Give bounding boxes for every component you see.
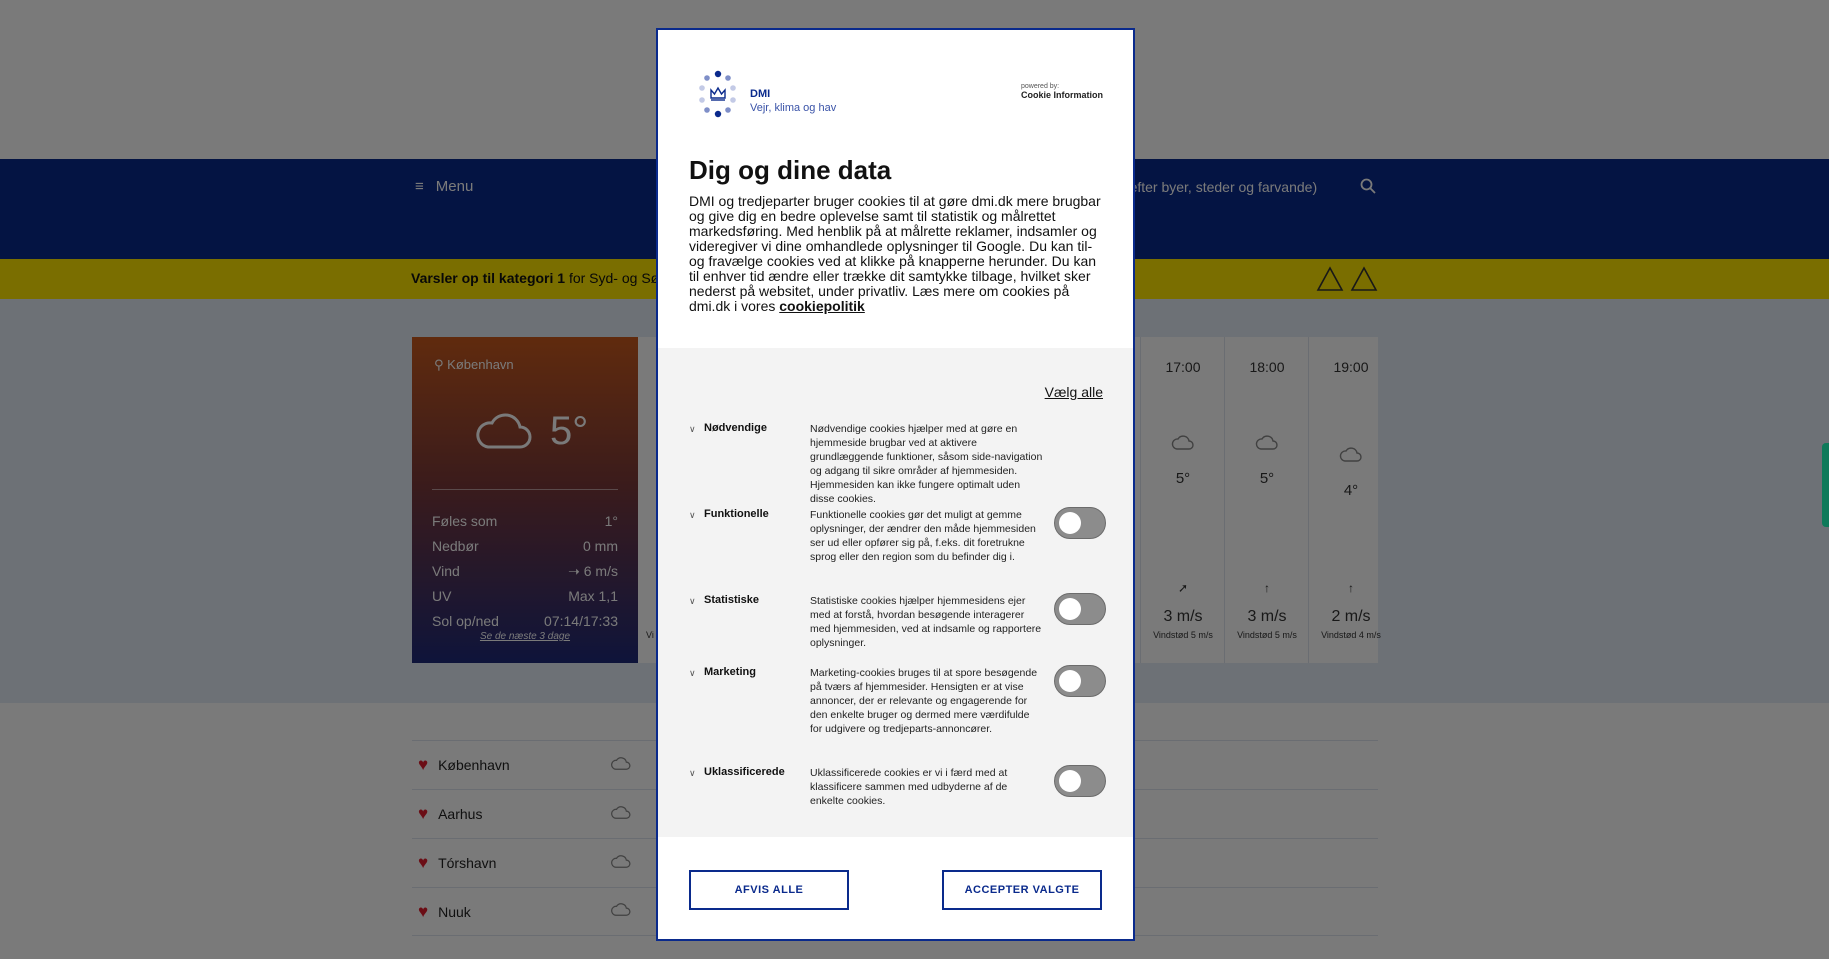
chevron-down-icon[interactable]: ∨ (689, 596, 696, 606)
category-description: Uklassificerede cookies er vi i færd med at klassificere sammen med udbyderne af de enkelte cookies. (810, 767, 1008, 807)
reject-all-button[interactable]: AFVIS ALLE (689, 870, 849, 910)
category-name[interactable]: Funktionelle (704, 508, 769, 520)
cookie-policy-link[interactable]: cookiepolitik (779, 298, 865, 314)
chevron-down-icon[interactable]: ∨ (689, 510, 696, 520)
select-all-link[interactable]: Vælg alle (1044, 384, 1103, 400)
cookie-categories-panel (658, 348, 1133, 837)
feedback-tab[interactable] (1822, 443, 1829, 527)
category-description: Statistiske cookies hjælper hjemmesidens ejer med at forstå, hvordan besøgende interagerer med hjemmesiden, ved at indsamle og rapportere oplysninger. (810, 595, 1042, 649)
category-description: Funktionelle cookies gør det muligt at gemme oplysninger, der ændrer den måde hjemmesiden ser ud eller opfører sig på, f.eks. dit foretrukne sprog eller den region som du befinder dig i. (810, 509, 1036, 563)
functional-toggle[interactable] (1054, 507, 1106, 539)
chevron-down-icon[interactable]: ∨ (689, 668, 696, 678)
category-description: Marketing-cookies bruges til at spore besøgende på tværs af hjemmesider. Hensigten er at vise annoncer, der er relevante og engagerende for den enkelte bruger og dermed mere værdifulde for udgivere og tredjeparts-annoncører. (810, 667, 1038, 735)
intro-text: DMI og tredjeparter bruger cookies til at gøre dmi.dk mere brugbar og give dig en bedre oplevelse samt til statistik og målrettet markedsføring. Med henblik på at målrette reklamer, indsamler og videregiver vi dine omhandlede oplysninger til Google. Du kan til- og fravælge cookies ved at klikke på knapperne herunder. Du kan til enhver tid ændre eller trække dit samtykke tilbage, hvilket sker nederst på websitet, under privatliv. Læs mere om cookies på dmi.dk i vores (689, 193, 1101, 314)
dialog-title: Dig og dine data (689, 155, 892, 185)
category-description: Nødvendige cookies hjælper med at gøre en hjemmeside brugbar ved at aktivere grundlæggende funktioner, såsom side-navigation og adgang til sikre områder af hjemmesiden. Hjemmesiden kan ikke fungere optimalt uden disse cookies. (810, 423, 1043, 505)
dialog-intro (689, 194, 1104, 314)
chevron-down-icon[interactable]: ∨ (689, 424, 696, 434)
powered-by[interactable] (1021, 83, 1103, 100)
category-name[interactable]: Marketing (704, 666, 756, 678)
accept-selected-button[interactable]: ACCEPTER VALGTE (942, 870, 1102, 910)
chevron-down-icon[interactable]: ∨ (689, 768, 696, 778)
powered-by-label: powered by: (1020, 83, 1060, 90)
statistics-toggle[interactable] (1054, 593, 1106, 625)
category-name[interactable]: Uklassificerede (704, 766, 785, 778)
logo-tagline: Vejr, klima og hav (750, 102, 837, 114)
unclassified-toggle[interactable] (1054, 765, 1106, 797)
marketing-toggle[interactable] (1054, 665, 1106, 697)
category-name[interactable]: Statistiske (704, 594, 760, 606)
category-name[interactable]: Nødvendige (704, 422, 767, 434)
logo-name: DMI (750, 88, 771, 100)
cookie-consent-dialog (656, 28, 1135, 941)
powered-by-brand: Cookie Information (1020, 90, 1103, 100)
